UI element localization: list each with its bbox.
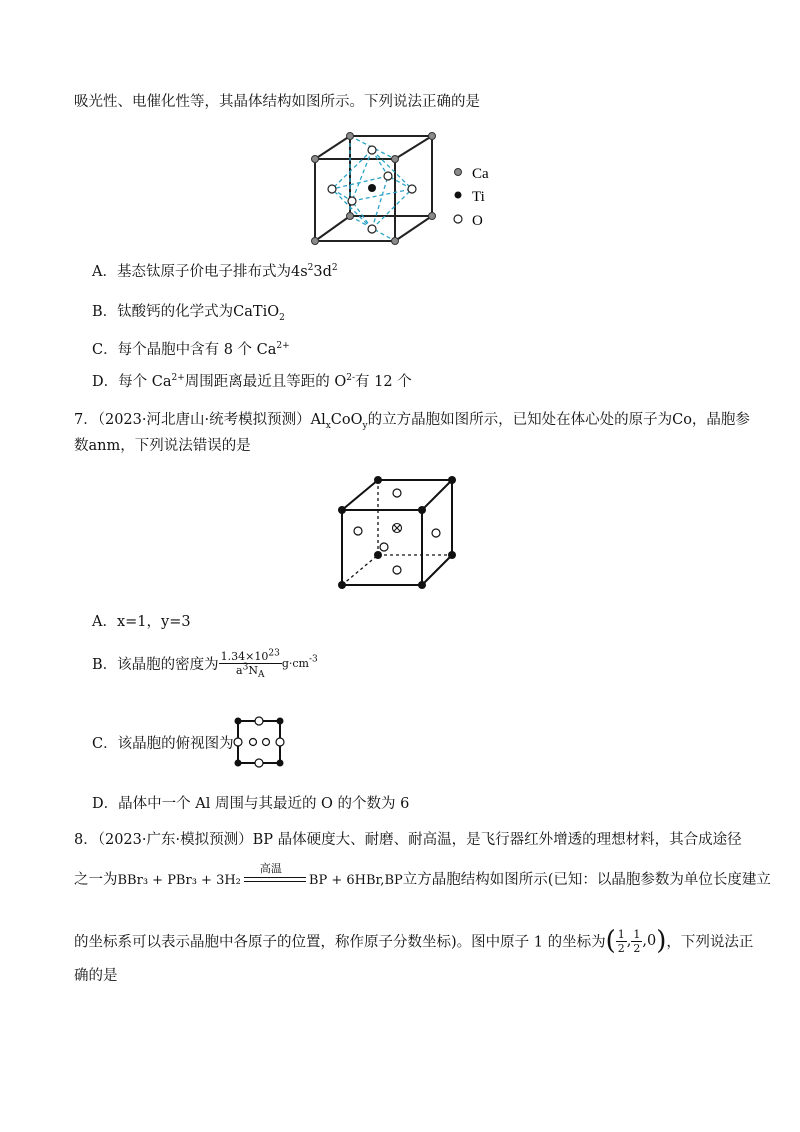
reaction-arrow: 高温 [244,873,306,887]
legend-o-icon [454,215,462,223]
q7-option-a: A．x=1，y=3 [92,614,191,630]
legend-ti-label: Ti [472,189,485,205]
q7-option-b: B．该晶胞的密度为 $\frac{1.34\times 10^{23}}{a^3N_A}$ $g\cdot cm^{-3}$ [92,648,318,681]
intro-text: 吸光性、电催化性等，其晶体结构如图所示。下列说法正确的是 [74,94,480,110]
q6-option-b: B．钛酸钙的化学式为CaTiO$_2$ [92,304,285,323]
q7-option-d: D．晶体中一个 Al 周围与其最近的 O 的个数为 6 [92,796,410,812]
q6-option-a: A．基态钛原子价电子排布式为$4s^23d^2$ [92,263,338,280]
q7-stem-line2: 数anm，下列说法错误的是 [74,438,251,454]
density-fraction: $\frac{1.34\times 10^{23}}{a^3N_A}$ [220,648,280,681]
q8-stem-line1: 8．（2023·广东·模拟预测）BP 晶体硬度大、耐磨、耐高温，是飞行器红外增透的理想材料，其合成途径 [74,832,742,848]
top-view-figure [232,716,286,768]
legend-ca-icon [455,169,462,176]
q6-option-c: C．每个晶胞中含有 8 个 $Ca^{2+}$ [92,341,290,358]
legend-ti-icon [455,192,462,199]
q8-stem-line3: 的坐标系可以表示晶胞中各原子的位置，称作原子分数坐标)。图中原子 1 的坐标为( $\frac{1}{2}$ , $\frac{1}{2}$ ,0)，下列说法正 [74,926,754,956]
q8-equation-line: 之一为BBr₃ + PBr₃ + 3H₂ 高温 BP + 6HBr,BP立方晶胞结构如图所示(已知：以晶胞参数为单位长度建立 [74,862,771,888]
q7-option-c: C．该晶胞的俯视图为 [92,736,234,752]
q7-stem-line1: 7．（2023·河北唐山·统考模拟预测）$Al_xCoO_y$的立方晶胞如图所示，已知处在体心处的原子为Co，晶胞参 [74,412,750,431]
alcoo-cube-figure [330,470,470,594]
legend-o-label: O [472,213,483,229]
q6-option-d: D．每个 $Ca^{2+}$周围距离最近且等距的 $O^{2-}$有 12 个 [92,373,412,390]
perovskite-figure [300,126,520,250]
legend-ca-label: Ca [472,166,489,182]
q8-stem-line4: 确的是 [74,968,118,984]
